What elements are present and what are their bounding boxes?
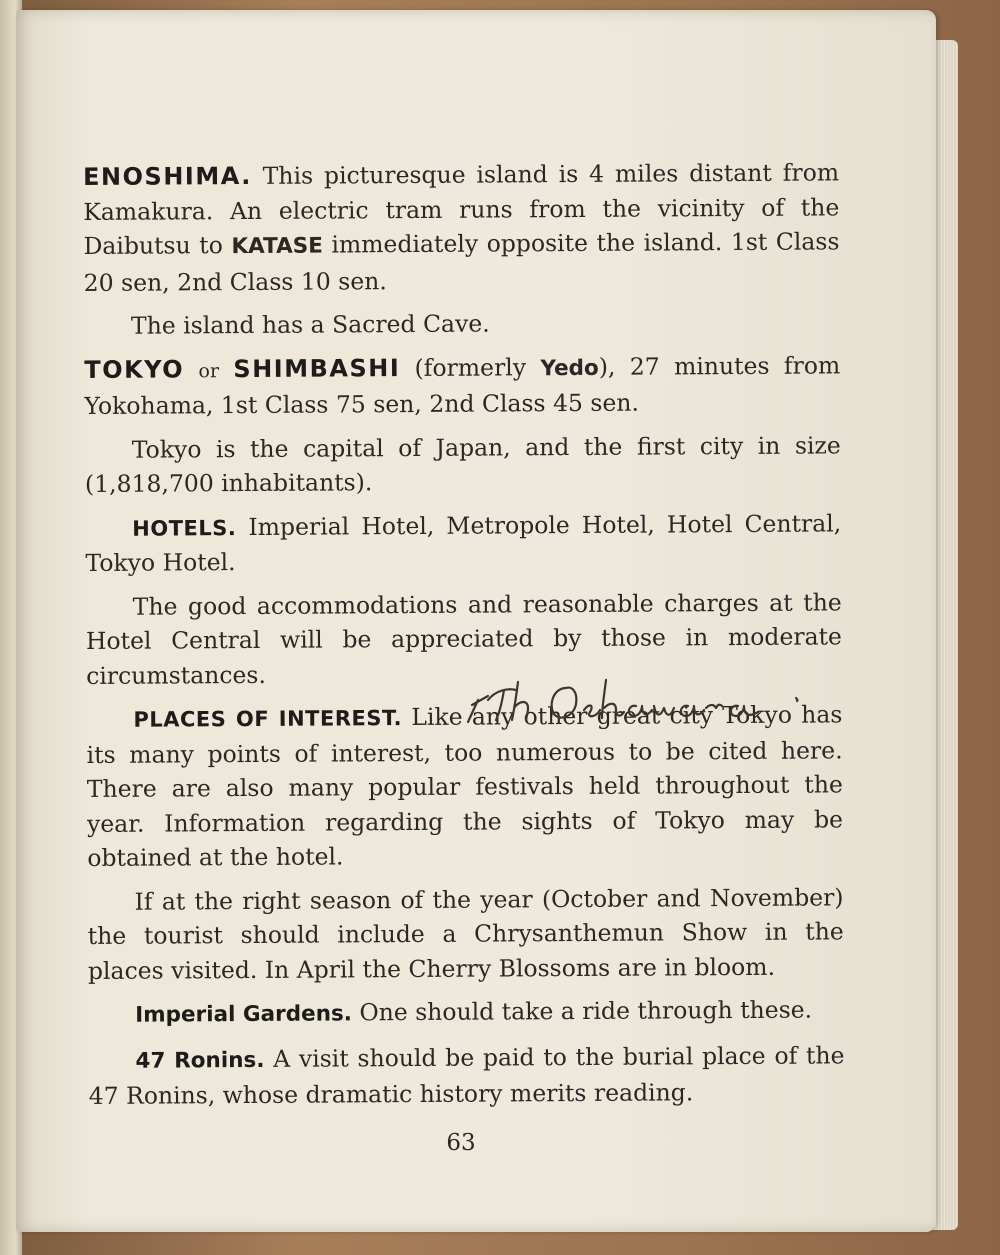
page-number: 63: [446, 1130, 476, 1156]
ronins-heading: 47 Ronins.: [135, 1047, 265, 1074]
hotels-list: Imperial Hotel, Metropole Hotel, Hotel Central, Tokyo Hotel.: [85, 508, 842, 577]
or-word: or: [198, 359, 220, 382]
hotels-paragraph: [85, 506, 841, 581]
gardens-text: One should take a ride through these.: [359, 995, 813, 1027]
season-paragraph: If at the right season of the year (October and November) the tourist should include a Chrysanthemun Show in the places visited. In April the Cherry Blossoms are in bloom.: [87, 882, 844, 985]
yedo-name: Yedo: [540, 355, 599, 381]
katase-name: KATASE: [231, 233, 323, 260]
gardens-heading: Imperial Gardens.: [135, 1001, 353, 1028]
enoshima-heading: ENOSHIMA.: [83, 161, 252, 191]
tokyo-heading: TOKYO: [84, 354, 185, 384]
enoshima-text-1: This picturesque island is 4 miles distant from Kamakura. An electric tram runs from the vicinity of the Daibutsu to: [83, 158, 840, 260]
handwritten-annotation: [466, 660, 846, 730]
enoshima-paragraph: [83, 155, 840, 300]
places-heading: PLACES OF INTEREST.: [133, 706, 403, 732]
sacred-cave-line: The island has a Sacred Cave.: [130, 309, 490, 340]
tokyo-paragraph: [84, 348, 840, 424]
places-text: Like any other great city Tokyo has its many points of interest, too numerous to be cited here. There are also many popular festivals held throughout the year. Information regarding the sights of Tokyo may be obtained at the hotel.: [86, 700, 844, 872]
ronins-paragraph: [88, 1038, 844, 1114]
hotel-central-note: The good accommodations and reasonable charges at the Hotel Central will be appreciated by those in moderate circumstances.: [85, 587, 843, 690]
book-page: [16, 10, 936, 1232]
shimbashi-heading: SHIMBASHI: [233, 353, 401, 383]
formerly-word: (formerly: [414, 352, 527, 382]
page-text: [83, 155, 845, 1122]
tokyo-capital-paragraph: Tokyo is the capital of Japan, and the first city in size (1,818,700 inhabitants).: [84, 430, 841, 498]
gardens-paragraph: [88, 992, 844, 1033]
tokyo-text: ), 27 minutes from Yokohama, 1st Class 75 sen, 2nd Class 45 sen.: [84, 350, 841, 420]
ronins-text: A visit should be paid to the burial place of the 47 Ronins, whose dramatic history merits reading.: [88, 1040, 845, 1110]
enoshima-text-2: immediately opposite the island. 1st Class 20 sen, 2nd Class 10 sen.: [83, 227, 840, 297]
hotels-heading: HOTELS.: [132, 515, 237, 541]
